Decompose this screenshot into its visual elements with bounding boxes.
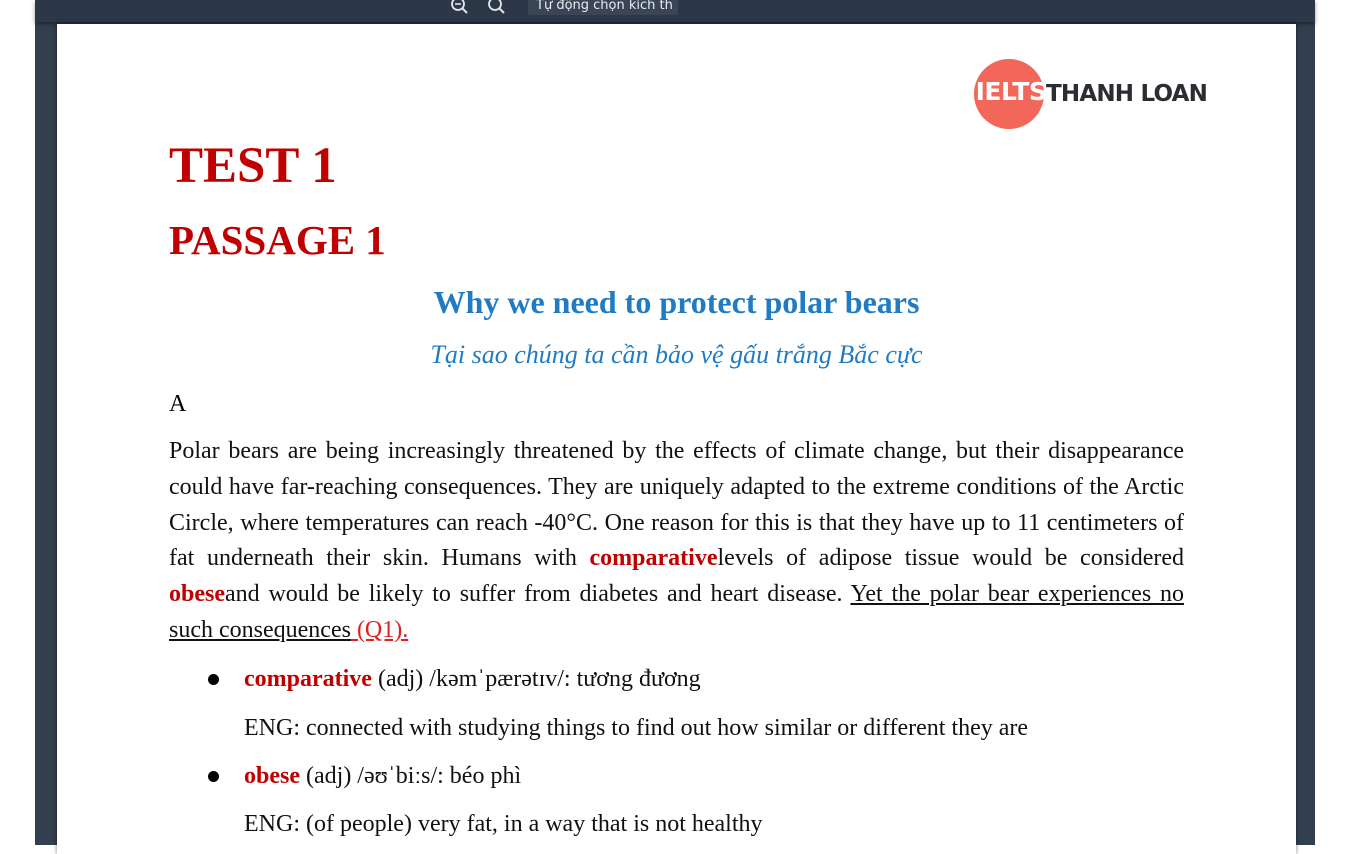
vocab-item-obese <box>207 760 1207 840</box>
keyword-comparative: comparative <box>589 545 718 572</box>
question-reference: (Q1). <box>350 616 409 643</box>
bullet-icon <box>208 674 219 685</box>
zoom-in-icon[interactable] <box>486 0 508 16</box>
paragraph-text: levels of adipose tissue would be considered <box>717 545 1185 572</box>
vocab-word: obese <box>244 763 300 789</box>
keyword-obese: obese <box>169 581 225 608</box>
paragraph-text: and would be likely to suffer from diabetes and heart disease. <box>225 581 851 608</box>
paragraph-a <box>169 434 1184 649</box>
logo-name-text: THANH LOAN <box>1046 81 1208 107</box>
vocab-info: (adj) /kəmˈpærətɪv/: tương đương <box>371 666 701 692</box>
test-heading: TEST 1 <box>169 138 337 194</box>
vocab-word: comparative <box>244 666 372 692</box>
vocabulary-list <box>207 663 1207 840</box>
vocab-entry <box>207 663 1207 695</box>
paragraph-label: A <box>169 391 187 417</box>
bullet-icon <box>208 771 219 782</box>
viewer-toolbar <box>35 0 1315 22</box>
underlined-answer-sentence: Yet the polar bear experiences no such consequences <box>169 581 1184 643</box>
zoom-select-value: Tự động chọn kích th <box>536 0 673 13</box>
vocab-definition: ENG: connected with studying things to find out how similar or different they are <box>244 715 1029 741</box>
zoom-select[interactable] <box>528 0 678 15</box>
ielts-thanh-loan-logo <box>974 59 1208 131</box>
vocab-definition: ENG: (of people) very fat, in a way that is not healthy <box>244 811 763 837</box>
zoom-out-icon[interactable] <box>449 0 471 16</box>
passage-heading: PASSAGE 1 <box>169 217 386 263</box>
vocab-info: (adj) /əʊˈbiːs/: béo phì <box>300 763 522 789</box>
vocab-item-comparative <box>207 663 1207 744</box>
passage-title-vietnamese: Tại sao chúng ta cần bảo vệ gấu trắng Bắc cực <box>430 340 923 369</box>
pdf-viewer <box>35 0 1315 845</box>
passage-title: Why we need to protect polar bears <box>433 284 920 320</box>
paragraph-text: Polar bears are being increasingly threatened by the effects of climate change, but their disappearance could have far-reaching consequences. They are uniquely adapted to the extreme conditions of the Arctic Circle, where temperatures can reach -40°C. One reason for this is that they have up to 11 centimeters of fat underneath their skin. Humans with <box>169 438 1184 572</box>
logo-ielts-text: IELTS <box>975 77 1047 106</box>
document-page <box>57 24 1296 854</box>
vocab-entry <box>207 760 1207 792</box>
